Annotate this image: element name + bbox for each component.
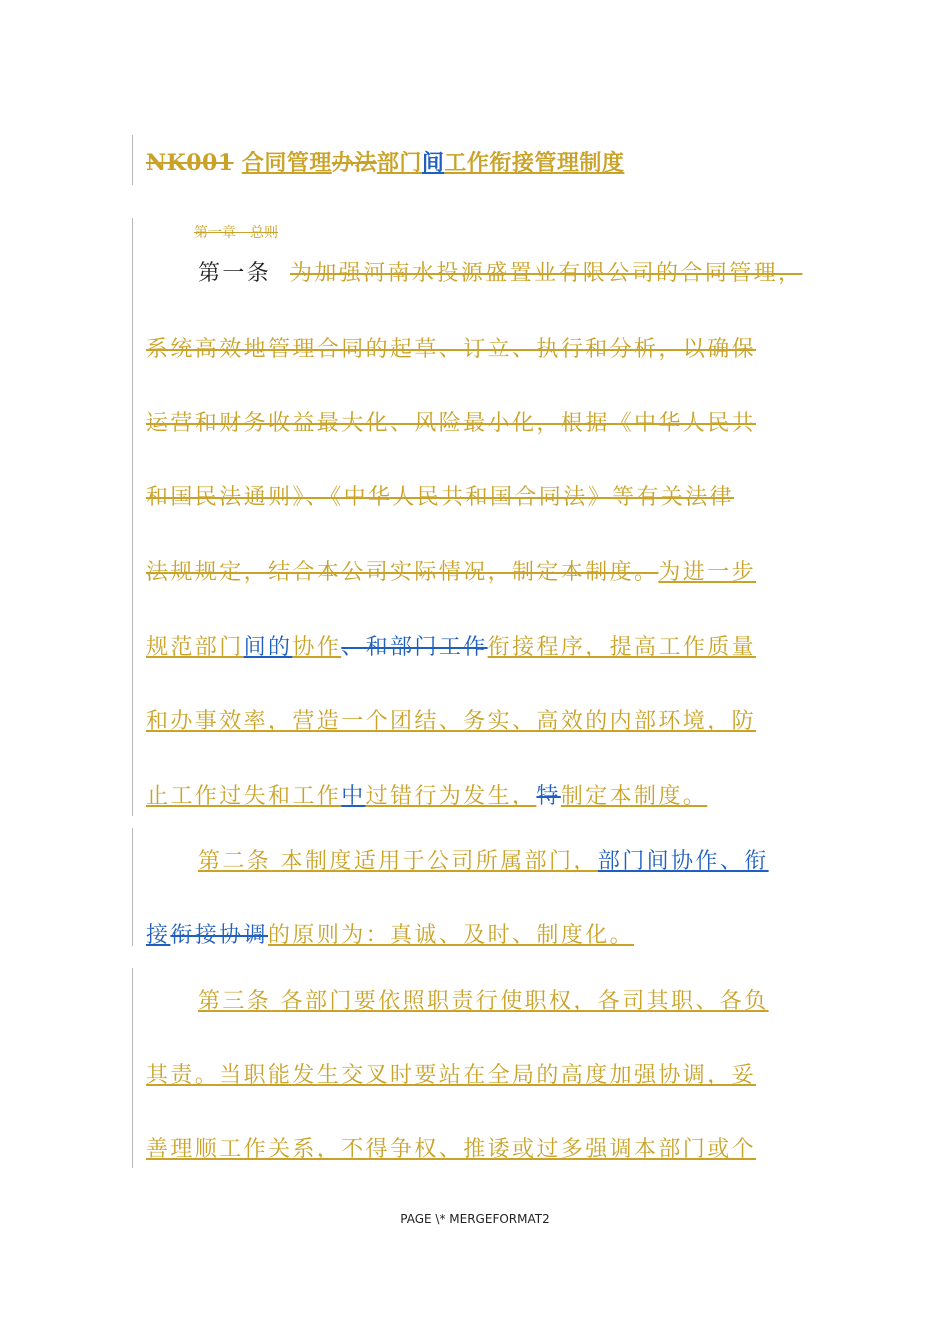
- inserted-text: 制定本制度。: [560, 784, 708, 809]
- article-2-line-1: [198, 844, 769, 875]
- inserted-text: 衔接程序，提高工作质量: [487, 635, 757, 660]
- article-3-line-3: 善理顺工作关系，不得争权、推诿或过多强调本部门或个: [146, 1137, 757, 1162]
- page-footer: PAGE \* MERGEFORMAT2: [400, 1212, 550, 1226]
- article-label: 第二条: [198, 849, 272, 874]
- title-inserted-part: 间: [421, 150, 445, 176]
- article-3-line-1: [198, 984, 769, 1015]
- deleted-text: 为加强河南水投源盛置业有限公司的合同管理，: [290, 261, 803, 286]
- inserted-text: 各部门要依照职责行使职权，各司其职、各负: [280, 989, 769, 1014]
- article-3-line-2: 其责。当职能发生交叉时要站在全局的高度加强协调，妥: [146, 1063, 757, 1088]
- article-1-line-8: [146, 779, 707, 810]
- title-part: 工作衔接管理制度: [444, 150, 625, 176]
- inserted-text: 部门间协作、衔: [597, 849, 769, 874]
- title-part: 合同管理: [241, 150, 332, 176]
- article-label: 第三条: [198, 989, 272, 1014]
- article-1-line-5: [146, 555, 756, 586]
- revision-bar: [132, 968, 133, 1168]
- deleted-text: 法规规定，结合本公司实际情况，制定本制度。: [146, 560, 659, 585]
- inserted-text: 本制度适用于公司所属部门，: [280, 849, 598, 874]
- inserted-text: 接: [146, 923, 171, 948]
- article-1-line-6: [146, 630, 756, 661]
- inserted-text: 的原则为：真诚、及时、制度化。: [268, 923, 635, 948]
- deleted-text: 、和部门工作: [341, 635, 488, 660]
- inserted-text: 为进一步: [658, 560, 757, 585]
- title-deleted-code: NK001: [146, 150, 234, 176]
- inserted-text: 间的: [243, 635, 293, 660]
- title-deleted-part: 办法: [331, 150, 377, 176]
- article-1-line-3: 运营和财务收益最大化、风险最小化，根据《中华人民共: [146, 411, 757, 436]
- inserted-text: 规范部门: [146, 635, 244, 660]
- inserted-text: 过错行为发生，: [365, 784, 537, 809]
- article-2-line-2: [146, 918, 634, 949]
- deleted-text: 衔接协调: [170, 923, 269, 948]
- article-label: 第一条: [198, 261, 272, 286]
- article-1-line-2: 系统高效地管理合同的起草、订立、执行和分析，以确保: [146, 337, 757, 362]
- article-1-line-4: 和国民法通则》、《中华人民共和国合同法》等有关法律: [146, 485, 735, 510]
- article-1-line-1: [198, 256, 802, 287]
- inserted-text: 中: [341, 784, 366, 809]
- chapter-heading: 第一章 总则: [194, 225, 278, 241]
- revision-bar: [132, 828, 133, 946]
- document-title: [146, 146, 624, 177]
- revision-bar: [132, 218, 133, 816]
- inserted-text: 止工作过失和工作: [146, 784, 342, 809]
- inserted-text: 协作: [292, 635, 342, 660]
- revision-bar: [132, 135, 133, 185]
- title-part: 部门: [376, 150, 422, 176]
- article-1-line-7: 和办事效率，营造一个团结、务实、高效的内部环境，防: [146, 709, 757, 734]
- deleted-text: 特: [536, 784, 561, 809]
